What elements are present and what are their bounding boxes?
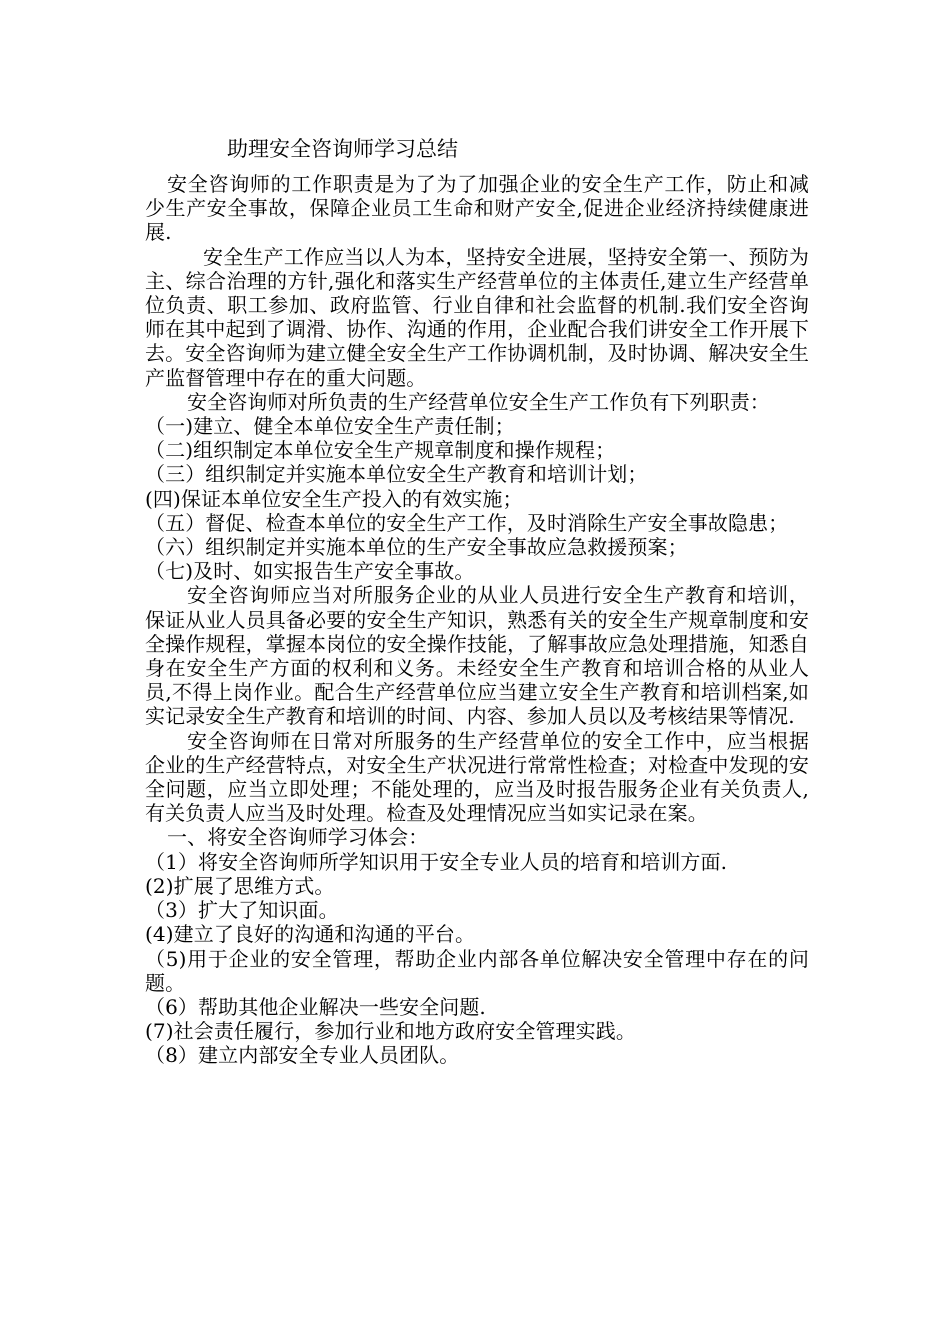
list-item: （二)组织制定本单位安全生产规章制度和操作规程； [145, 438, 616, 463]
list-item: （8）建立内部安全专业人员团队。 [145, 1043, 460, 1068]
list-item: （六）组织制定并实施本单位的生产安全事故应急救援预案； [145, 535, 688, 560]
paragraph-1: 安全咨询师的工作职责是为了为了加强企业的安全生产工作，防止和减少生产安全事故，保障企业员工生命和财产安全,促进企业经济持续健康进展. [145, 172, 809, 245]
list-item: （一)建立、健全本单位安全生产责任制； [145, 414, 515, 439]
list-item: （3）扩大了知识面。 [145, 898, 339, 923]
paragraph-5: 安全咨询师在日常对所服务的生产经营单位的安全工作中，应当根据企业的生产经营特点，对安全生产状况进行常常性检查；对检查中发现的安全问题，应当立即处理；不能处理的，应当及时报告服务企业有关负责人,有关负责人应当及时处理。检查及处理情况应当如实记录在案。 [145, 728, 809, 826]
paragraph-3: 安全咨询师对所负责的生产经营单位安全生产工作负有下列职责： [187, 389, 770, 414]
list-item: (2)扩展了思维方式。 [145, 873, 335, 898]
list-item: (4)建立了良好的沟通和沟通的平台。 [145, 922, 476, 947]
document-title: 助理安全咨询师学习总结 [227, 137, 458, 161]
document-body [145, 172, 809, 1068]
section-heading: 一、将安全咨询师学习体会： [167, 825, 429, 850]
paragraph-4: 安全咨询师应当对所服务企业的从业人员进行安全生产教育和培训，保证从业人员具备必要的安全生产知识，熟悉有关的安全生产规章制度和安全操作规程，掌握本岗位的安全操作技能，了解事故应急处理措施，知悉自身在安全生产方面的权利和义务。未经安全生产教育和培训合格的从业人员,不得上岗作业。配合生产经营单位应当建立安全生产教育和培训档案,如实记录安全生产教育和培训的时间、内容、参加人员以及考核结果等情况. [145, 583, 809, 729]
list-item: （七)及时、如实报告生产安全事故。 [145, 559, 475, 584]
paragraph-2: 安全生产工作应当以人为本，坚持安全进展，坚持安全第一、预防为主、综合治理的方针,强化和落实生产经营单位的主体责任,建立生产经营单位负责、职工参加、政府监管、行业自律和社会监督的机制.我们安全咨询师在其中起到了调滑、协作、沟通的作用，企业配合我们讲安全工作开展下去。安全咨询师为建立健全安全生产工作协调机制，及时协调、解决安全生产监督管理中存在的重大问题。 [145, 244, 809, 390]
list-item: （三）组织制定并实施本单位安全生产教育和培训计划； [145, 462, 648, 487]
list-item: （5)用于企业的安全管理，帮助企业内部各单位解决安全管理中存在的问题。 [145, 946, 809, 995]
list-item: (7)社会责任履行，参加行业和地方政府安全管理实践。 [145, 1019, 636, 1044]
list-item: （1）将安全咨询师所学知识用于安全专业人员的培育和培训方面. [145, 849, 728, 874]
list-item: (四)保证本单位安全生产投入的有效实施； [145, 486, 523, 511]
list-item: （五）督促、检查本单位的安全生产工作，及时消除生产安全事故隐患； [145, 510, 789, 535]
list-item: （6）帮助其他企业解决一些安全问题. [145, 994, 486, 1019]
